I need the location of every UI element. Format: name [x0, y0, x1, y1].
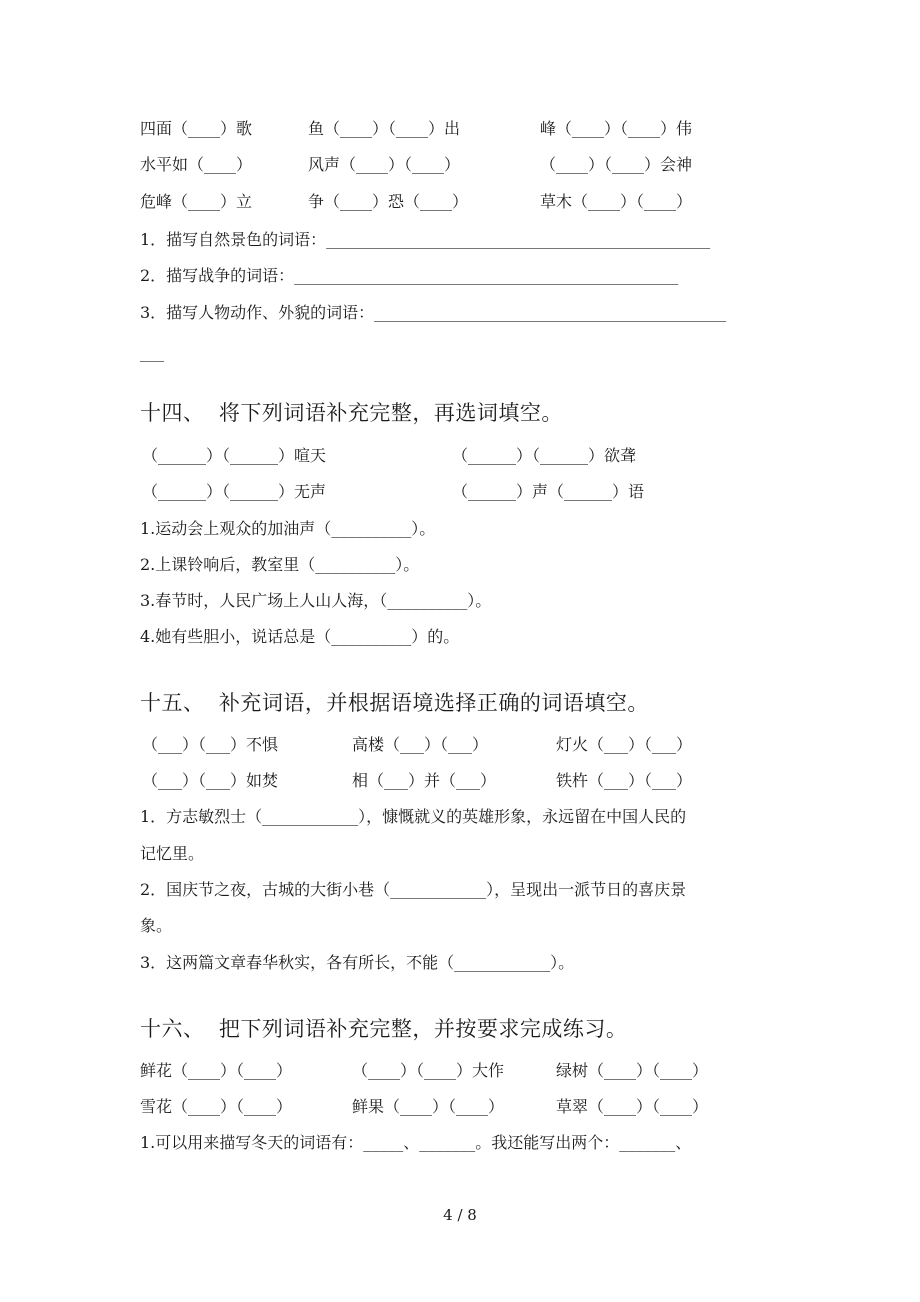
idiom-blank[interactable]: 鲜果（____）（____）: [352, 1097, 505, 1116]
question-line-continuation: 象。: [140, 916, 173, 935]
idiom-blank[interactable]: 灯火（___）（___）: [556, 735, 693, 754]
idiom-blank[interactable]: 草木（____）（____）: [540, 192, 693, 211]
idiom-blank[interactable]: 风声（____）（____）: [308, 155, 461, 174]
question-line[interactable]: 3．这两篇文章春华秋实，各有所长，不能（____________）。: [140, 953, 575, 972]
idiom-blank[interactable]: 危峰（____）立: [140, 192, 253, 211]
idiom-blank[interactable]: 高楼（___）（___）: [352, 735, 489, 754]
question-line[interactable]: 4.她有些胆小，说话总是（__________）的。: [140, 627, 460, 646]
idiom-blank[interactable]: 雪花（____）（____）: [140, 1097, 293, 1116]
question-line[interactable]: 2.上课铃响后，教室里（__________）。: [140, 555, 420, 574]
section-16-title: 十六、 把下列词语补充完整，并按要求完成练习。: [140, 1017, 628, 1041]
section-15-title: 十五、 补充词语，并根据语境选择正确的词语填空。: [140, 691, 649, 715]
idiom-blank[interactable]: 四面（____）歌: [140, 119, 253, 138]
idiom-blank[interactable]: 鱼（____）（____）出: [308, 119, 461, 138]
question-line[interactable]: 3．描写人物动作、外貌的词语：____________________________________________: [140, 303, 727, 322]
idiom-blank[interactable]: （______）声（______）语: [452, 482, 645, 501]
idiom-blank[interactable]: （______）（______）喧天: [142, 446, 327, 465]
idiom-blank[interactable]: 草翠（____）（____）: [556, 1097, 709, 1116]
idiom-blank[interactable]: 绿树（____）（____）: [556, 1061, 709, 1080]
question-line[interactable]: 1.运动会上观众的加油声（__________）。: [140, 519, 436, 538]
question-line[interactable]: 3.春节时，人民广场上人山人海，（__________）。: [140, 591, 492, 610]
idiom-blank[interactable]: （____）（____）大作: [352, 1061, 505, 1080]
page-number: 4 / 8: [443, 1206, 477, 1224]
idiom-blank[interactable]: 争（____）恐（____）: [308, 192, 469, 211]
question-line[interactable]: 1.可以用来描写冬天的词语有：_____、_______。我还能写出两个：_______、: [140, 1133, 692, 1152]
question-line[interactable]: 1．方志敏烈士（____________），慷慨就义的英雄形象，永远留在中国人民的: [140, 807, 687, 826]
idiom-blank[interactable]: （______）（______）无声: [142, 482, 327, 501]
question-line[interactable]: 1．描写自然景色的词语：________________________________________________: [140, 230, 711, 249]
idiom-blank[interactable]: （___）（___）如焚: [142, 771, 279, 790]
idiom-blank[interactable]: 铁杵（___）（___）: [556, 771, 693, 790]
idiom-blank[interactable]: （___）（___）不惧: [142, 735, 279, 754]
idiom-blank[interactable]: （______）（______）欲聋: [452, 446, 637, 465]
question-line-continuation: 记忆里。: [140, 844, 205, 863]
idiom-blank[interactable]: 相（___）并（___）: [352, 771, 497, 790]
question-line[interactable]: 2．国庆节之夜，古城的大街小巷（____________），呈现出一派节日的喜庆景: [140, 880, 687, 899]
section-14-title: 十四、 将下列词语补充完整，再选词填空。: [140, 401, 563, 425]
idiom-blank[interactable]: 峰（____）（____）伟: [540, 119, 693, 138]
question-line-continuation[interactable]: ___: [140, 343, 164, 362]
question-line[interactable]: 2．描写战争的词语：________________________________________________: [140, 266, 679, 285]
idiom-blank[interactable]: （____）（____）会神: [540, 155, 693, 174]
idiom-blank[interactable]: 水平如（____）: [140, 155, 253, 174]
idiom-blank[interactable]: 鲜花（____）（____）: [140, 1061, 293, 1080]
